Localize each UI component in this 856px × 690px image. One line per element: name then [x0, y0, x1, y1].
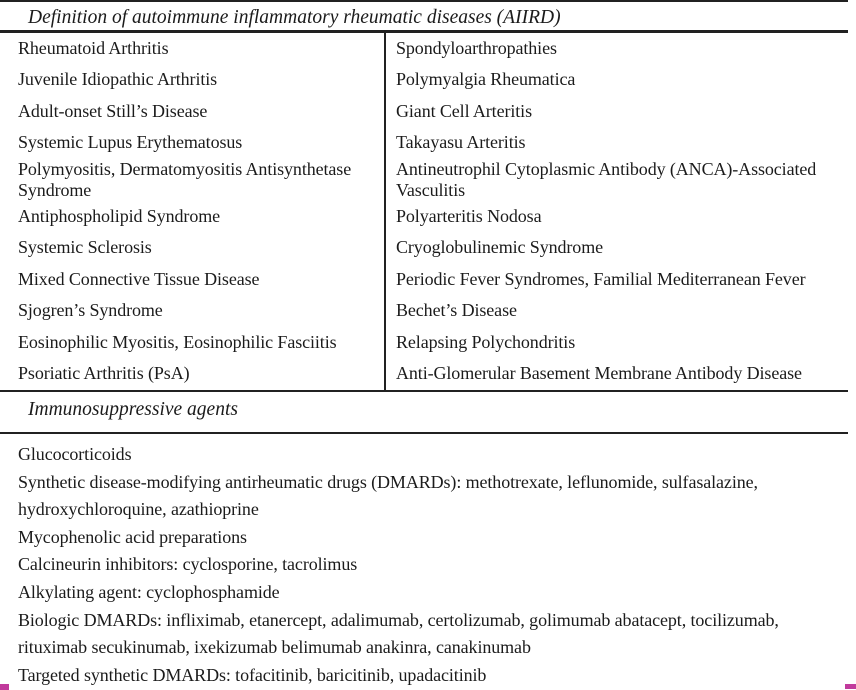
disease-cell-right: Anti-Glomerular Basement Membrane Antibody Disease [396, 363, 802, 384]
crop-artifact-right [845, 684, 856, 689]
disease-cell-left: Rheumatoid Arthritis [18, 37, 169, 58]
disease-cell-right: Relapsing Polychondritis [396, 331, 576, 352]
disease-cell-left: Juvenile Idiopathic Arthritis [18, 69, 218, 90]
table-row [0, 96, 856, 128]
agent-list-item: Mycophenolic acid preparations [18, 526, 247, 547]
aiird-section-title: Definition of autoimmune inflammatory rheumatic diseases (AIIRD) [28, 6, 561, 28]
crop-artifact-left [0, 684, 9, 690]
aiird-table [0, 33, 856, 390]
agent-list-item: Calcineurin inhibitors: cyclosporine, tacrolimus [18, 554, 358, 575]
agent-list-item: Synthetic disease-modifying antirheumatic drugs (DMARDs): methotrexate, leflunomide, sulfasalazine, hydroxychloroquine, azathioprine [18, 471, 758, 520]
agent-list-item: Alkylating agent: cyclophosphamide [18, 581, 280, 602]
table-row [0, 33, 856, 65]
disease-cell-right: Takayasu Arteritis [396, 132, 526, 153]
table-row [0, 327, 856, 359]
disease-cell-right: Antineutrophil Cytoplasmic Antibody (ANCA)-Associated Vasculitis [396, 158, 817, 200]
agents-section-title: Immunosuppressive agents [28, 399, 238, 420]
disease-cell-left: Systemic Sclerosis [18, 237, 152, 258]
disease-cell-right: Giant Cell Arteritis [396, 100, 532, 121]
agents-list [0, 434, 856, 689]
table-row [0, 232, 856, 264]
disease-cell-left: Adult-onset Still’s Disease [18, 100, 208, 121]
table-row [0, 64, 856, 96]
disease-cell-left: Systemic Lupus Erythematosus [18, 132, 243, 153]
table-row [0, 358, 856, 390]
disease-cell-left: Polymyositis, Dermatomyositis Antisynthetase Syndrome [18, 158, 352, 200]
table-row [0, 295, 856, 327]
disease-cell-left: Sjogren’s Syndrome [18, 300, 163, 321]
table-row [0, 127, 856, 159]
agents-title-block [0, 392, 856, 432]
aiird-rows [0, 33, 856, 390]
disease-cell-right: Polymyalgia Rheumatica [396, 69, 576, 90]
disease-cell-left: Psoriatic Arthritis (PsA) [18, 363, 190, 384]
disease-cell-right: Polyarteritis Nodosa [396, 205, 542, 226]
agent-list-item: Glucocorticoids [18, 444, 132, 464]
column-divider-rule [384, 33, 386, 390]
table-row [0, 201, 856, 233]
agent-list-item: Biologic DMARDs: infliximab, etanercept, adalimumab, certolizumab, golimumab abatacept, tocilizumab, rituximab secukinumab, ixekizumab belimumab anakinra, canakinumab [18, 609, 779, 658]
disease-cell-left: Eosinophilic Myositis, Eosinophilic Fasciitis [18, 331, 337, 352]
table-row [0, 264, 856, 296]
disease-cell-left: Antiphospholipid Syndrome [18, 205, 221, 226]
disease-cell-right: Cryoglobulinemic Syndrome [396, 237, 603, 258]
agent-list-item: Targeted synthetic DMARDs: tofacitinib, baricitinib, upadacitinib [18, 664, 487, 685]
disease-cell-right: Bechet’s Disease [396, 300, 517, 321]
disease-cell-left: Mixed Connective Tissue Disease [18, 268, 260, 289]
disease-cell-right: Periodic Fever Syndromes, Familial Mediterranean Fever [396, 268, 806, 289]
table-row [0, 159, 856, 201]
disease-cell-right: Spondyloarthropathies [396, 37, 557, 58]
